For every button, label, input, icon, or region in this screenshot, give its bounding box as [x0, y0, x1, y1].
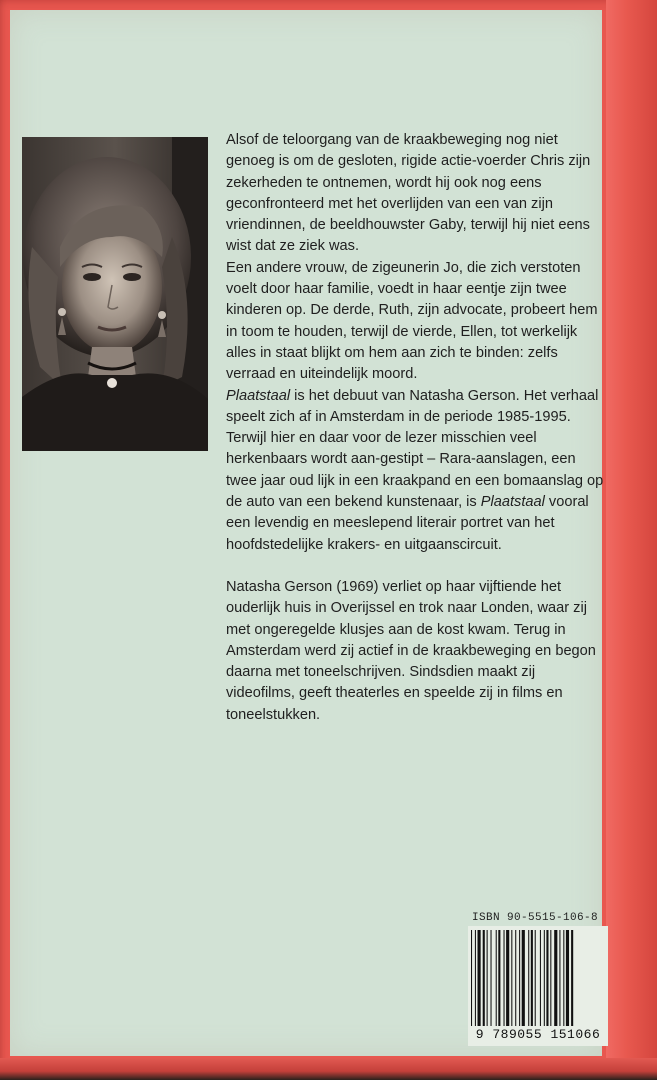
barcode-bar: [498, 930, 500, 1026]
barcode-bar: [478, 930, 481, 1026]
cover-bottom-edge: [0, 1058, 657, 1080]
back-cover-panel: [10, 10, 602, 1056]
barcode: [468, 926, 608, 1046]
barcode-bar: [496, 930, 497, 1026]
blurb-debut-text-b: vooral een levendig en meeslepend literair portret van het hoofdstedelijke krakers- en uitgaanscircuit.: [226, 494, 589, 553]
author-photo: [22, 137, 208, 451]
blurb-paragraph-plot: Alsof de teloorgang van de kraakbeweging nog niet genoeg is om de gesloten, rigide actie-voerder Chris zijn zekerheden te ontnemen, wordt hij ook nog eens geconfronteerd met het overlijden van een van zijn vriendinnen, de beeldhouwster Gaby, terwijl hij niet eens wist dat ze ziek was.: [226, 132, 591, 255]
barcode-bar: [511, 930, 512, 1026]
barcode-bars: [468, 926, 608, 1030]
barcode-bar: [563, 930, 564, 1026]
author-bio: Natasha Gerson (1969) verliet op haar vijftiende het ouderlijk huis in Overijssel en trok naar Londen, waar zij met ongeregelde klusjes aan de kost kwam. Terug in Amsterdam werd zij actief in de kraakbeweging en begon daarna met toneelschrijven. Sindsdien maakt zij videofilms, geeft theaterles en speelde zij in films en toneelstukken.: [226, 578, 596, 723]
book-title-2: Plaatstaal: [480, 494, 545, 511]
barcode-bar: [515, 930, 516, 1026]
book-title: Plaatstaal: [226, 387, 291, 404]
barcode-bar: [491, 930, 492, 1026]
paragraph-spacer: [226, 556, 606, 577]
barcode-bar: [528, 930, 529, 1026]
barcode-bar: [475, 930, 476, 1026]
barcode-bar: [522, 930, 525, 1026]
cover-spine-edge: [606, 0, 657, 1080]
barcode-bar: [471, 930, 472, 1026]
barcode-bar: [554, 930, 557, 1026]
barcode-bar: [540, 930, 541, 1026]
barcode-bar: [559, 930, 560, 1026]
author-portrait-image: [22, 137, 208, 451]
barcode-bar: [571, 930, 573, 1026]
barcode-bar: [487, 930, 488, 1026]
barcode-bar: [566, 930, 569, 1026]
barcode-bar: [483, 930, 485, 1026]
barcode-bar: [519, 930, 520, 1026]
back-cover-blurb: [226, 130, 606, 726]
barcode-number: 9 789055 151066: [468, 1026, 608, 1044]
barcode-bar: [531, 930, 533, 1026]
blurb-debut-text-a: is het debuut van Natasha Gerson. Het verhaal speelt zich af in Amsterdam in de periode 1985-1995. Terwijl hier en daar voor de lezer misschien veel herkenbaars wordt aan-gestipt – Rara-aanslagen, een twee jaar oud lijk in een kraakpand en een bomaanslag op de auto van een bekend kunstenaar, is: [226, 387, 604, 511]
blurb-paragraph-debut: [226, 386, 606, 556]
barcode-bar: [504, 930, 505, 1026]
barcode-bar: [550, 930, 551, 1026]
blurb-paragraph-characters: Een andere vrouw, de zigeunerin Jo, die zich verstoten voelt door haar familie, voedt in haar eentje zijn twee kinderen op. De derde, Ruth, zijn advocate, probeert hem in toom te houden, terwijl de vierde, Ellen, tot werkelijk alles in staat blijkt om hem aan zich te binden: zelfs verraad en uiteindelijk moord.: [226, 259, 598, 383]
barcode-bar: [546, 930, 548, 1026]
isbn-label: ISBN 90-5515-106-8: [472, 912, 599, 924]
barcode-bar: [506, 930, 509, 1026]
barcode-bar: [535, 930, 536, 1026]
barcode-bar: [544, 930, 545, 1026]
